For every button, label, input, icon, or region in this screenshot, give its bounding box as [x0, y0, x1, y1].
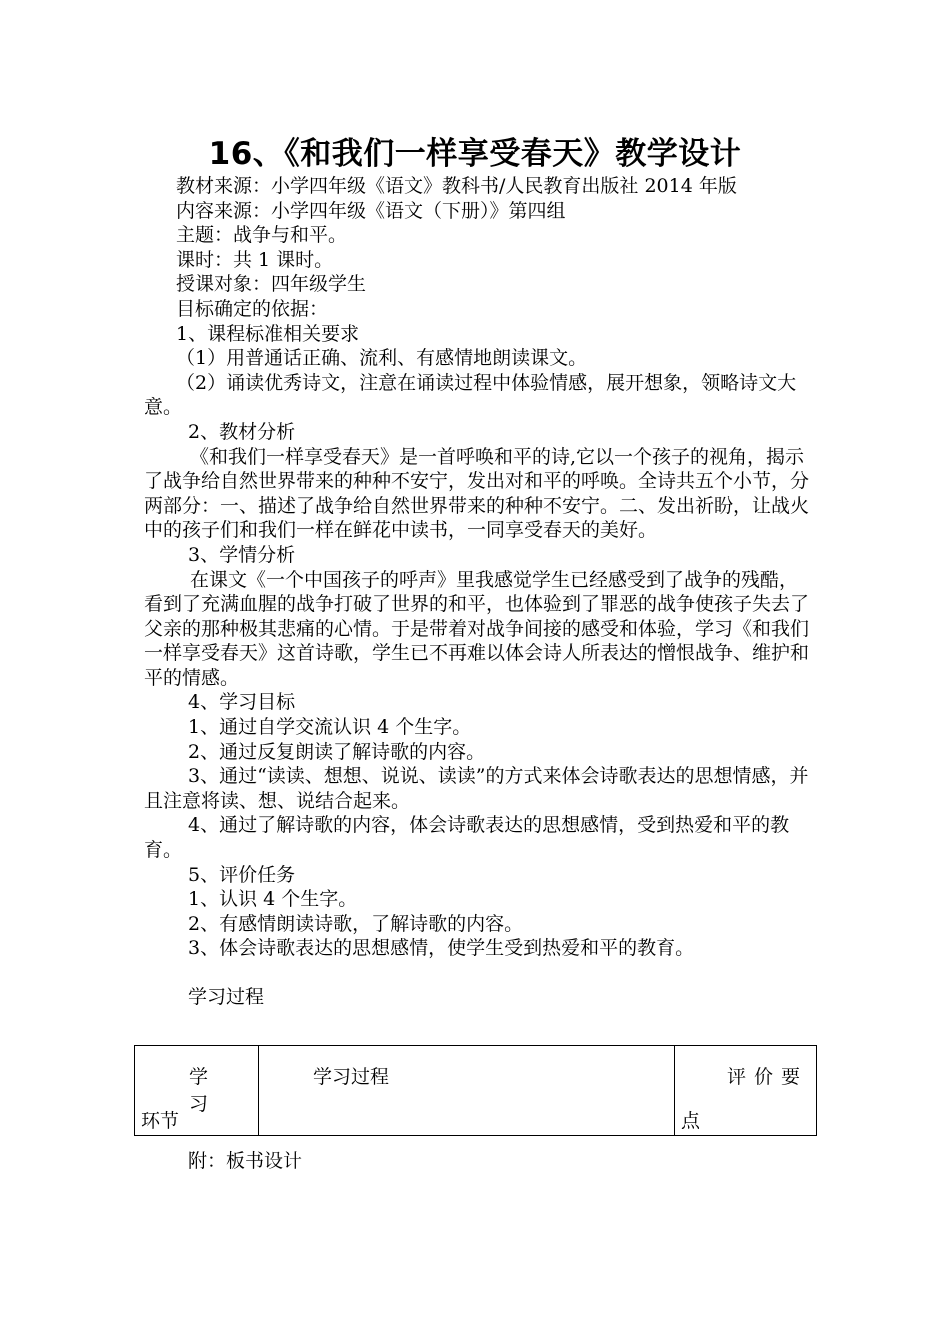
meta-theme: 主题：战争与和平。	[176, 224, 348, 247]
table-cell-stage	[135, 1046, 259, 1136]
meta-audience: 授课对象：四年级学生	[176, 273, 367, 296]
meta-source-textbook: 教材来源：小学四年级《语文》教科书/人民教育出版社 2014 年版	[176, 175, 737, 197]
meta-source-content: 内容来源：小学四年级《语文（下册）》第四组	[176, 199, 566, 222]
meta-hours: 课时：共 1 课时。	[176, 248, 334, 271]
section-heading: 4、学习目标	[188, 691, 296, 714]
goal-item: 3、通过“读读、想想、说说、读读”的方式来体会诗歌表达的思想情感，并且注意将读、想、说结合起来。	[144, 765, 809, 812]
table-header-evaluation-line1: 评价要	[726, 1066, 808, 1088]
goal-item: 1、通过自学交流认识 4 个生字。	[188, 716, 472, 739]
table-row	[135, 1046, 817, 1136]
task-item: 1、认识 4 个生字。	[188, 888, 358, 911]
meta-basis: 目标确定的依据：	[176, 297, 329, 320]
table-cell-process	[259, 1046, 675, 1136]
requirement-item: （1）用普通话正确、流利、有感情地朗读课文。	[176, 347, 588, 370]
task-item: 2、有感情朗读诗歌，了解诗歌的内容。	[188, 912, 524, 935]
table-cell-evaluation	[675, 1046, 817, 1136]
requirement-item: （2）诵读优秀诗文，注意在诵读过程中体验情感，展开想象，领略诗文大意。	[144, 371, 797, 419]
learning-process-table	[134, 1045, 817, 1136]
process-heading: 学习过程	[188, 986, 265, 1008]
table-header-process: 学习过程	[313, 1066, 390, 1088]
section-heading: 5、评价任务	[188, 863, 296, 886]
textbook-analysis-paragraph: 《和我们一样享受春天》是一首呼唤和平的诗,它以一个孩子的视角，揭示了战争给自然世界带来的种种不安宁，发出对和平的呼唤。全诗共五个小节，分两部分：一、描述了战争给自然世界带来的种种不安宁。二、发出祈盼，让战火中的孩子们和我们一样在鲜花中读书，一同享受春天的美好。	[144, 445, 810, 542]
student-analysis-paragraph: 在课文《一个中国孩子的呼声》里我感觉学生已经感受到了战争的残酷，看到了充满血腥的战争打破了世界的和平，也体验到了罪恶的战争使孩子失去了父亲的那种极其悲痛的心情。于是带着对战争间接的感受和体验，学习《和我们一样享受春天》这首诗歌，学生已不再难以体会诗人所表达的憎恨战争、维护和平的情感。	[144, 568, 810, 689]
section-heading: 1、课程标准相关要求	[176, 322, 360, 345]
task-item: 3、体会诗歌表达的思想感情，使学生受到热爱和平的教育。	[188, 937, 695, 960]
document-body	[144, 174, 814, 1010]
goal-item: 2、通过反复朗读了解诗歌的内容。	[188, 740, 486, 763]
document-title: 16、《和我们一样享受春天》教学设计	[208, 136, 742, 172]
appendix-note: 附：板书设计	[188, 1150, 303, 1172]
section-heading: 3、学情分析	[188, 543, 296, 566]
table-header-stage-line1: 学习	[189, 1066, 227, 1115]
table-header-stage-line2: 环节	[141, 1110, 180, 1132]
section-heading: 2、教材分析	[188, 420, 296, 443]
goal-item: 4、通过了解诗歌的内容，体会诗歌表达的思想感情，受到热爱和平的教育。	[144, 814, 790, 862]
table-header-evaluation-line2: 点	[681, 1110, 701, 1132]
